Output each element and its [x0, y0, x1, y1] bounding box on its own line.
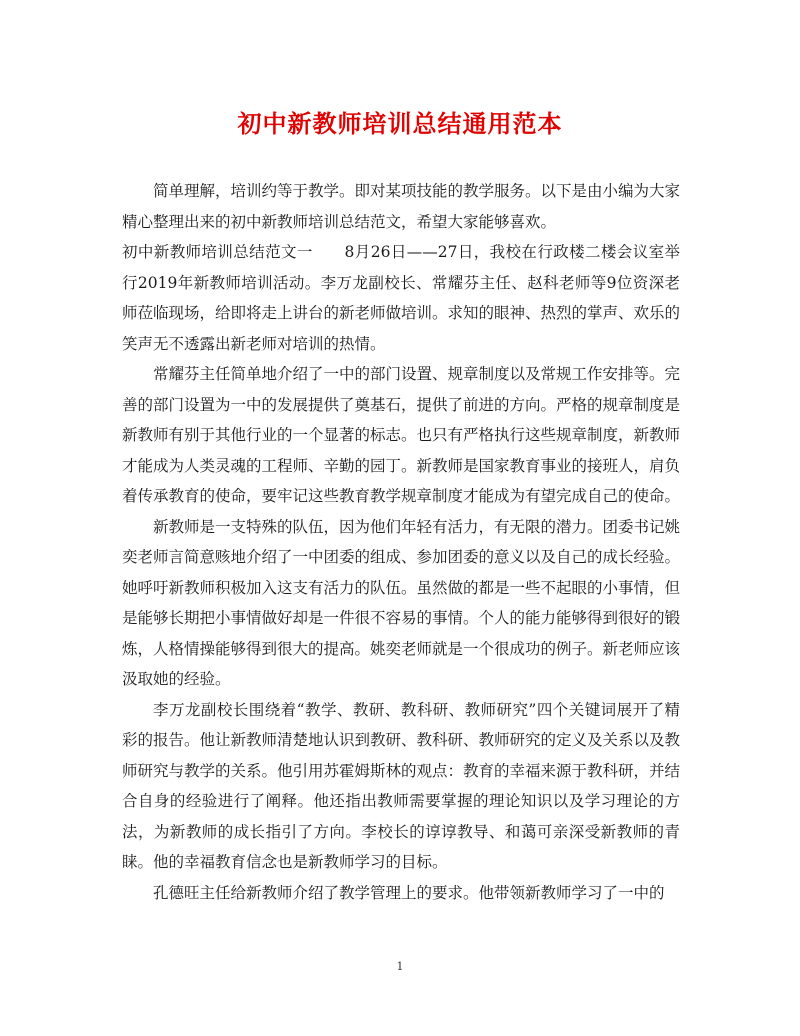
paragraph-teaching-management: 孔德旺主任给新教师介绍了教学管理上的要求。他带领新教师学习了一中的: [153, 883, 665, 902]
paragraph-department: 常耀芬主任简单地介绍了一中的部门设置、规章制度以及常规工作安排等。完善的部门设置为一中的发展提供了奠基石，提供了前进的方向。严格的规章制度是新教师有别于其他行业的一个显著的标志。也只有严格执行这些规章制度，新教师才能成为人类灵魂的工程师、辛勤的园丁。新教师是国家教育事业的接班人，肩负着传承教育的使命，要牢记这些教育教学规章制度才能成为有望完成自己的使命。: [122, 365, 681, 505]
paragraph-youth-league: 新教师是一支特殊的队伍，因为他们年轻有活力，有无限的潜力。团委书记姚奕老师言简意赅地介绍了一中团委的组成、参加团委的意义以及自己的成长经验。她呼吁新教师积极加入这支有活力的队伍。虽然做的都是一些不起眼的小事情，但是能够长期把小事情做好却是一件很不容易的事情。个人的能力能够得到很好的锻炼，人格情操能够得到很大的提高。姚奕老师就是一个很成功的例子。新老师应该汲取她的经验。: [122, 517, 681, 688]
document-title: 初中新教师培训总结通用范本: [237, 109, 563, 138]
paragraph-vice-principal: 李万龙副校长围绕着“教学、教研、教科研、教师研究”四个关键词展开了精彩的报告。他让新教师清楚地认识到教研、教科研、教师研究的定义及关系以及教师研究与教学的关系。他引用苏霍姆斯林的观点：教育的幸福来源于教科研，并结合自身的经验进行了阐释。他还指出教师需要掌握的理论知识以及学习理论的方法，为新教师的成长指引了方向。李校长的谆谆教导、和蔼可亲深受新教师的青睐。他的幸福教育信念也是新教师学习的目标。: [122, 700, 681, 871]
paragraph-sample-one: 初中新教师培训总结范文一 8月26日——27日，我校在行政楼二楼会议室举行2019年新教师培训活动。李万龙副校长、常耀芬主任、赵科老师等9位资深老师莅临现场，给即将走上讲台的新老师做培训。求知的眼神、热烈的掌声、欢乐的笑声无不透露出新老师对培训的热情。: [122, 243, 681, 353]
paragraph-intro: 简单理解，培训约等于教学。即对某项技能的教学服务。以下是由小编为大家精心整理出来的初中新教师培训总结范文，希望大家能够喜欢。: [122, 182, 681, 231]
document-body: [122, 176, 680, 908]
page-number: 1: [396, 960, 404, 973]
